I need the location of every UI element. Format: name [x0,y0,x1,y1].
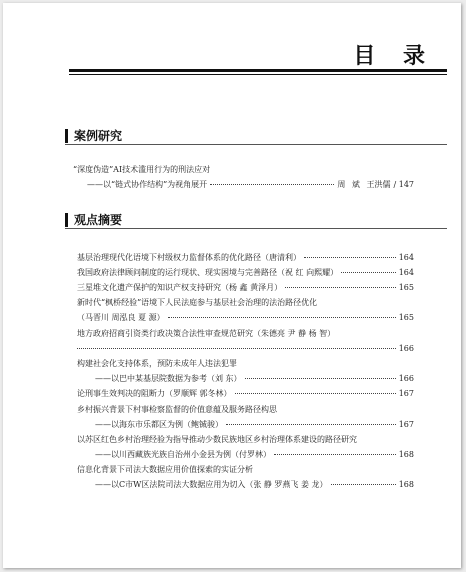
toc-entry-page: 165 [398,283,414,292]
leader-dots [331,484,396,485]
toc-entry-subtitle-row[interactable] [95,420,414,430]
toc-entry[interactable] [77,268,414,278]
toc-entry-title[interactable]: 地方政府招商引资类行政决策合法性审查规范研究（朱德亮 尹 静 杨 智） [77,329,336,338]
toc-entry[interactable] [77,253,414,263]
toc-entry-authors: （马晋川 周泓良 夏 源） [77,313,165,322]
leader-dots [77,348,396,349]
toc-entry-subtitle-row[interactable] [95,480,414,490]
toc-entry-title[interactable]: “深度伪造”AI技术滥用行为的刑法应对 [73,165,211,174]
title-rule-thick [69,69,447,72]
leader-dots [235,393,396,394]
toc-entry-subtitle: ——以“链式协作结构”为视角展开 [87,180,208,189]
toc-entry-subtitle-row[interactable] [87,180,414,190]
leader-dots [226,424,396,425]
toc-entry-page: 167 [398,420,414,429]
toc-entry[interactable] [77,283,414,293]
toc-entry-subtitle: ——以川西藏族光族自治州小金县为例（付罗林） [95,450,271,459]
toc-entry-title[interactable]: 信息化背景下司法大数据应用价值探索的实证分析 [77,465,253,474]
leader-dots [285,287,396,288]
leader-dots [210,184,334,185]
toc-entry-page: 164 [398,253,414,262]
toc-entry-page: 164 [398,268,414,277]
toc-entry-page: 168 [398,480,414,489]
toc-entry-title[interactable]: 新时代“枫桥经验”语境下人民法庭参与基层社会治理的法治路径优化 [77,298,318,307]
toc-entry-subtitle-row[interactable] [95,374,414,384]
toc-entry-title: 我国政府法律顾问制度的运行现状、现实困境与完善路径（祝 红 向熙耀） [77,268,339,277]
toc-entry-page: 166 [398,374,414,383]
section-divider [65,144,447,145]
toc-entry-title: 三星堆文化遗产保护的知识产权支持研究（杨 鑫 黄泽月） [77,283,283,292]
toc-entry-page: 167 [398,389,414,398]
toc-entry-subtitle: ——以巴中某基层院数据为参考（刘 东） [95,374,242,383]
title-rule-thin [69,74,447,75]
section-divider [65,228,447,229]
toc-entry-cont-row[interactable] [77,313,414,323]
toc-entry-title[interactable]: 以苏区红色乡村治理经验为指导推动少数民族地区乡村治理体系建设的路径研究 [77,435,357,444]
toc-entry-title[interactable]: 乡村振兴背景下村事检察监督的价值意蕴及服务路径构思 [77,405,277,414]
toc-entry-subtitle: ——以海东市乐都区为例（鲍铖骏） [95,420,223,429]
leader-dots [245,378,396,379]
toc-page [3,3,461,568]
leader-dots [341,272,396,273]
toc-entry-page: / 147 [393,180,414,189]
leader-dots [274,454,396,455]
toc-entry-title: 基层治理现代化语境下村级权力监督体系的优化路径（唐清利） [77,253,301,262]
leader-dots [304,257,396,258]
toc-entry-title: 论刑事生效判决的阻断力（罗顺辉 郭冬林） [77,389,232,398]
toc-entry-subtitle: ——以C市W区法院司法大数据应用为切入（张 静 罗燕飞 姜 龙） [95,480,328,489]
toc-entry-page: 166 [398,344,414,353]
toc-entry-authors: 周 斌 王洪儒 [337,180,391,189]
toc-entry-page: 165 [398,313,414,322]
toc-entry-page-row[interactable] [77,344,414,354]
toc-entry-page: 168 [398,450,414,459]
page-title: 目 录 [353,43,435,69]
section-heading-case-study: 案例研究 [65,129,254,143]
section-heading-views: 观点摘要 [65,213,254,227]
toc-entry-subtitle-row[interactable] [95,450,414,460]
toc-entry-title[interactable]: 构建社会化支持体系，预防未成年人违法犯罪 [77,359,237,368]
leader-dots [168,317,396,318]
toc-entry[interactable] [77,389,414,399]
